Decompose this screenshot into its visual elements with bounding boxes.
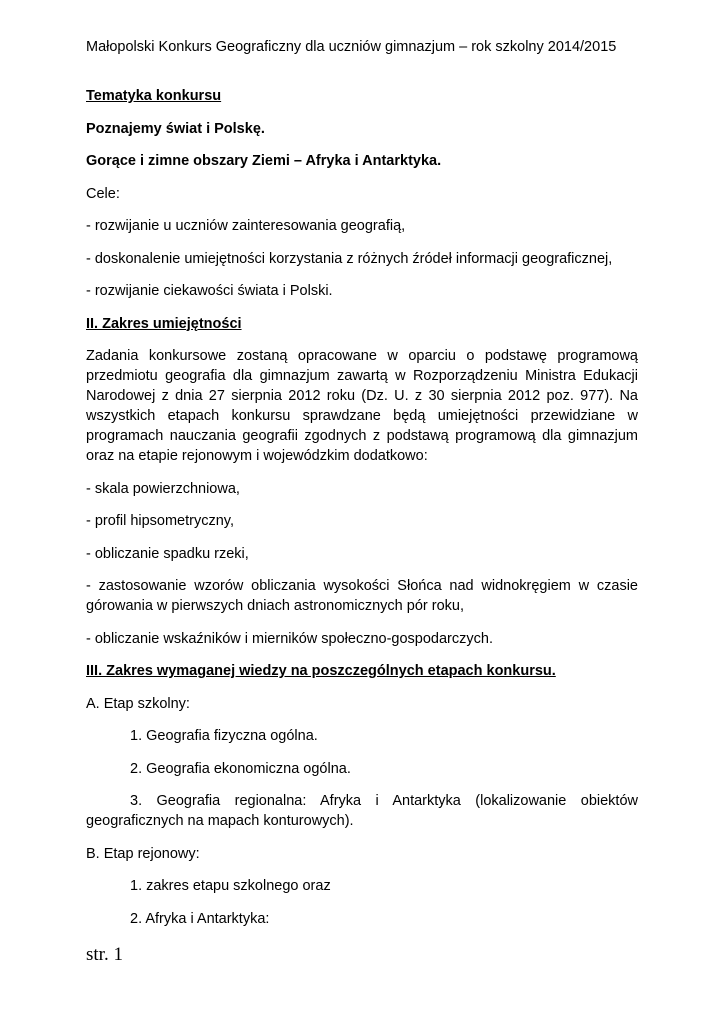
- goals-label: Cele:: [86, 185, 120, 202]
- goal-item: - doskonalenie umiejętności korzystania z różnych źródeł informacji geograficznej,: [86, 250, 613, 267]
- section-topic-heading: Tematyka konkursu: [86, 88, 222, 104]
- topic-subtitle-2: Gorące i zimne obszary Ziemi – Afryka i Antarktyka.: [86, 153, 442, 169]
- section-knowledge-heading: III. Zakres wymaganej wiedzy na poszczególnych etapach konkursu.: [86, 663, 556, 679]
- section-skills-heading: II. Zakres umiejętności: [86, 315, 242, 332]
- stage-a-label: A. Etap szkolny:: [86, 695, 190, 712]
- skill-item: - zastosowanie wzorów obliczania wysokości Słońca nad widnokręgiem w czasie górowania w pierwszych dniach astronomicznych pór roku,: [86, 578, 638, 614]
- page-number: str. 1: [86, 944, 123, 965]
- skill-item: - profil hipsometryczny,: [86, 513, 234, 529]
- skill-item: - skala powierzchniowa,: [86, 480, 240, 497]
- stage-a-item: 1. Geografia fizyczna ogólna.: [130, 728, 318, 744]
- topic-subtitle-1: Poznajemy świat i Polskę.: [86, 120, 265, 137]
- page-header: Małopolski Konkurs Geograficzny dla uczniów gimnazjum – rok szkolny 2014/2015: [86, 39, 617, 55]
- skills-paragraph: Zadania konkursowe zostaną opracowane w oparciu o podstawę programową przedmiotu geografia dla gimnazjum zawartą w Rozporządzeniu Ministra Edukacji Narodowej z dnia 27 sierpnia 2012 roku (Dz. U. z 30 sierpnia 2012 poz. 977). Na wszystkich etapach konkursu sprawdzane będą umiejętności przewidziane w programach nauczania geografii zgodnych z podstawą programową dla gimnazjum oraz na etapie rejonowym i wojewódzkim dodatkowo:: [86, 348, 638, 464]
- goal-item: - rozwijanie u uczniów zainteresowania geografią,: [86, 218, 406, 234]
- goal-item: - rozwijanie ciekawości świata i Polski.: [86, 283, 333, 299]
- stage-b-label: B. Etap rejonowy:: [86, 845, 200, 862]
- skill-item: - obliczanie wskaźników i mierników społeczno-gospodarczych.: [86, 630, 493, 647]
- stage-b-item: 1. zakres etapu szkolnego oraz: [130, 878, 331, 894]
- document-content: [86, 86, 638, 941]
- stage-a-item: 2. Geografia ekonomiczna ogólna.: [130, 760, 351, 777]
- skill-item: - obliczanie spadku rzeki,: [86, 545, 249, 562]
- stage-a-item: 3. Geografia regionalna: Afryka i Antarktyka (lokalizowanie obiektów geograficznych na mapach konturowych).: [86, 793, 638, 829]
- stage-b-item: 2. Afryka i Antarktyka:: [130, 910, 270, 927]
